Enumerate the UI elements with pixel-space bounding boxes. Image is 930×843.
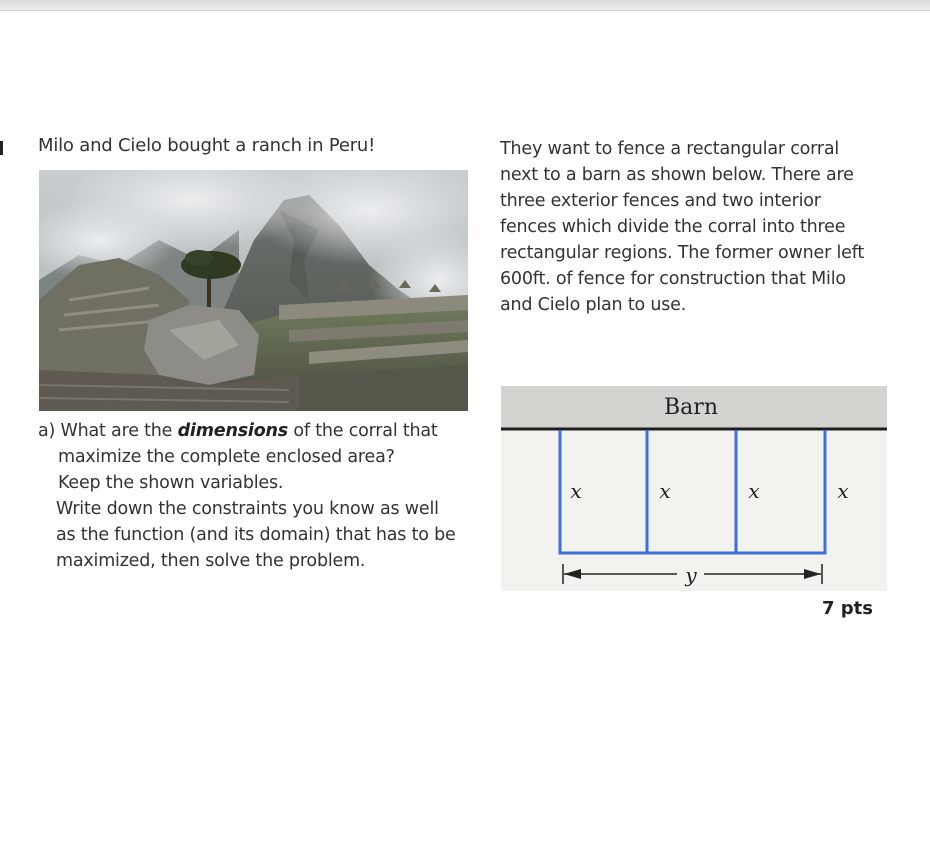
y-label: y [685,563,697,587]
intro-line: rectangular regions. The former owner left [500,243,865,263]
intro-line: next to a barn as shown below. There are [500,165,854,185]
intro-line: fences which divide the corral into three [500,217,846,237]
x-label: x [748,479,760,503]
ruins-photo [39,170,468,411]
question-line-3: Keep the shown variables. [58,473,284,493]
question-line-5: as the function (and its domain) that has to be [56,525,456,545]
question-line-1: a) What are the dimensions of the corral that [38,421,438,441]
question-emphasis: dimensions [177,421,289,441]
x-label: x [570,479,582,503]
intro-line: and Cielo plan to use. [500,295,687,315]
question-line-6: maximized, then solve the problem. [56,551,366,571]
problem-intro [500,136,870,318]
intro-line: They want to fence a rectangular corral [500,139,840,159]
question-line-4: Write down the constraints you know as well [56,499,439,519]
left-edge-mark [0,141,3,155]
intro-line: three exterior fences and two interior [500,191,821,211]
top-bar [0,0,930,11]
points-value: 7 pts [822,598,873,619]
x-label: x [659,479,671,503]
x-label: x [837,479,849,503]
intro-line: 600ft. of fence for construction that Milo [500,269,846,289]
barn-label: Barn [664,395,718,420]
question-line-2: maximize the complete enclosed area? [58,447,395,467]
page-title: Milo and Cielo bought a ranch in Peru! [38,135,376,156]
corral-diagram [501,386,887,591]
question-a [38,418,478,574]
